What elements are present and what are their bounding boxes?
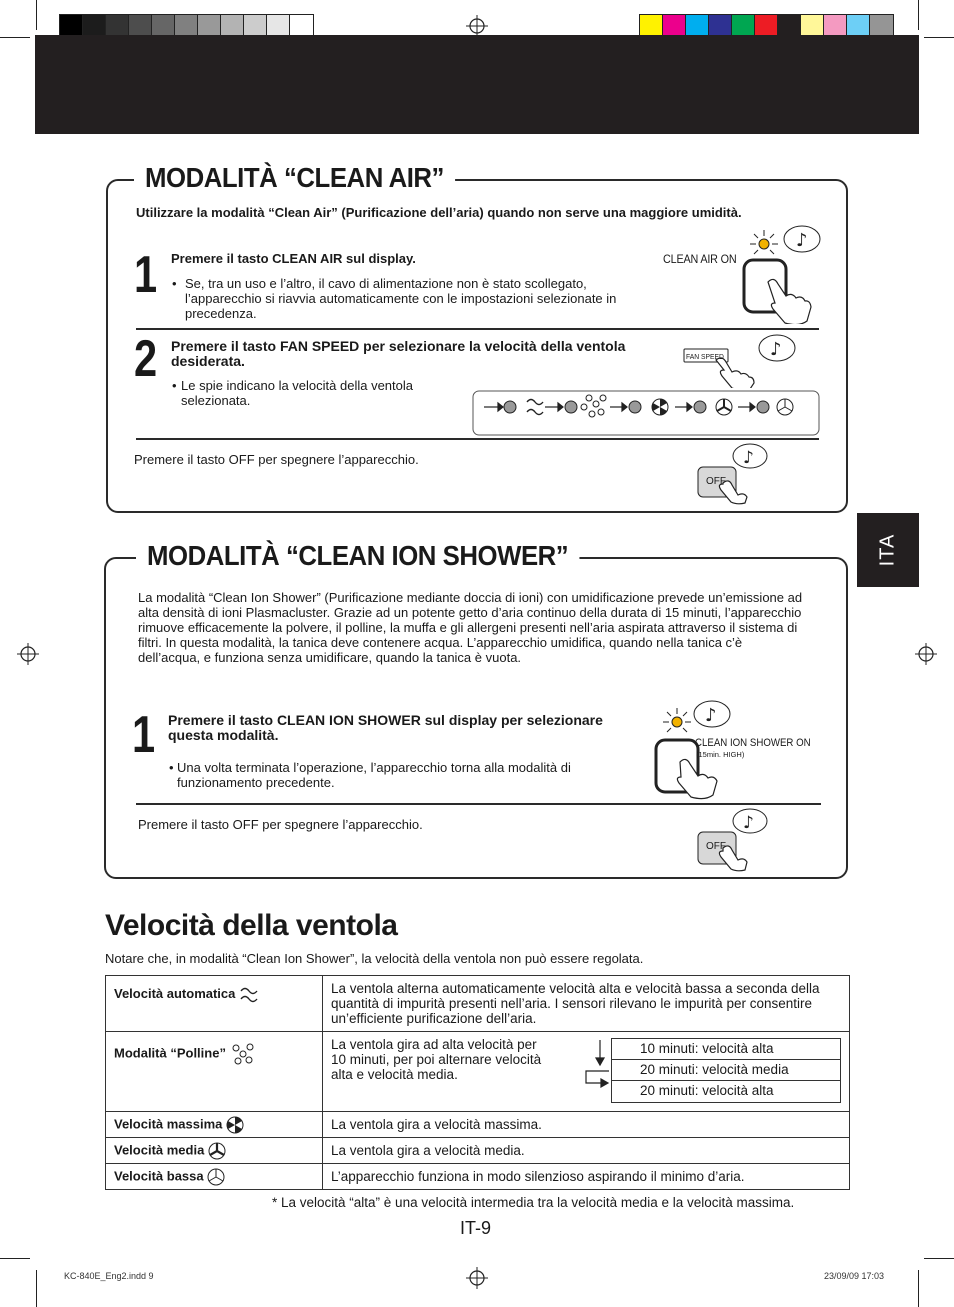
- color-swatch: [801, 15, 824, 36]
- speed-label: Velocità media: [114, 1142, 205, 1158]
- step-number: 1: [132, 706, 156, 764]
- clean-air-off-text: Premere il tasto OFF per spegnere l’apparecchio.: [134, 452, 419, 467]
- clean-air-step1-note: Se, tra un uso e l’altro, il cavo di alimentazione non è stato scollegato, l’apparecchio si riavvia automaticamente con le impostazioni selezionate in precedenza.: [185, 276, 617, 321]
- color-swatch: [709, 15, 732, 36]
- speed-label: Velocità bassa: [114, 1168, 204, 1184]
- language-tab: [857, 513, 919, 587]
- crop-mark: [36, 0, 37, 30]
- ion-shower-off-text: Premere il tasto OFF per spegnere l’apparecchio.: [138, 817, 423, 832]
- off-button-label: OFF: [706, 476, 726, 487]
- color-swatch: [686, 15, 709, 36]
- divider: [136, 328, 819, 330]
- crop-mark: [0, 37, 30, 38]
- footer-date: 23/09/09 17:03: [824, 1271, 885, 1281]
- off-button-label: OFF: [706, 841, 726, 852]
- ion-shower-intro: La modalità “Clean Ion Shower” (Purificazione mediante doccia di ioni) con umidificazione prevede un’emissione ad alta densità di ioni Plasmacluster. Grazie ad un potente getto d’aria continuo della durata di 15 minuti, l’apparecchio rimuove efficacemente la polvere, il polline, la muffa e gli allergeni presenti nell’aria aspirata attraverso il sistema di filtri. In questa modalità, la tanica deve contenere acqua. L’apparecchio umidifica, quando nella tanica c’è dell’acqua, e funziona senza umidificare, quando la tanica è vuota.: [138, 590, 803, 665]
- color-swatch: [244, 15, 267, 36]
- color-swatch: [663, 15, 686, 36]
- speed-label: Velocità automatica: [114, 986, 236, 1001]
- footnote: * La velocità “alta” è una velocità intermedia tra la velocità media e la velocità massima.: [272, 1195, 795, 1210]
- timeline-step: 20 minuti: velocità alta: [640, 1083, 774, 1098]
- language-tab-label: ITA: [876, 533, 899, 567]
- clean-air-step1-heading: Premere il tasto CLEAN AIR sul display.: [171, 251, 416, 266]
- color-swatch: [83, 15, 106, 36]
- divider: [136, 438, 819, 440]
- color-swatch: [106, 15, 129, 36]
- svg-text:♪: ♪: [705, 705, 717, 726]
- color-swatch: [778, 15, 801, 36]
- speed-label: Modalità “Polline”: [114, 1045, 226, 1061]
- crop-mark: [924, 37, 954, 38]
- crop-mark: [918, 0, 919, 30]
- speed-desc-cell: La ventola alterna automaticamente velocità alta e velocità bassa a seconda della quantità di impurità presenti nell’aria. I sensori rilevano le impurità per consentire un’efficiente purificazione dell’aria.: [323, 976, 850, 1032]
- fan-speed-title: Velocità della ventola: [105, 909, 398, 942]
- color-swatch: [732, 15, 755, 36]
- step-number: 1: [134, 246, 158, 304]
- speed-label: Velocità massima: [114, 1116, 223, 1132]
- svg-text:♪: ♪: [743, 448, 754, 468]
- color-swatch: [755, 15, 778, 36]
- crop-mark: [918, 1270, 919, 1307]
- crop-mark: [36, 1270, 37, 1307]
- svg-text:♪: ♪: [743, 813, 754, 833]
- color-swatch: [129, 15, 152, 36]
- timeline-step: 10 minuti: velocità alta: [612, 1039, 840, 1060]
- registration-mark-icon: [466, 15, 488, 37]
- table-row: [106, 1138, 850, 1164]
- clean-ion-shower-sub-label: (15min. HIGH): [696, 750, 745, 759]
- color-swatch: [152, 15, 175, 36]
- footer-file: KC-840E_Eng2.indd 9: [64, 1271, 154, 1281]
- fan-speed-indicator-strip: [472, 390, 820, 436]
- color-swatch: [221, 15, 244, 36]
- table-row: [106, 976, 850, 1032]
- bullet: •: [172, 276, 177, 291]
- clean-air-button-illustration: [660, 224, 830, 324]
- step-number: 2: [134, 330, 158, 388]
- crop-mark: [924, 1258, 954, 1259]
- svg-text:♪: ♪: [796, 230, 808, 251]
- clean-ion-shower-on-label: CLEAN ION SHOWER ON: [695, 737, 811, 749]
- low-icon: [207, 1168, 225, 1186]
- ion-shower-step1-note: Una volta terminata l’operazione, l’apparecchio torna alla modalità di funzionamento precedente.: [177, 760, 571, 790]
- cmyk-color-bar: [639, 14, 894, 37]
- speed-label-cell: [106, 1032, 323, 1112]
- registration-mark-icon: [17, 643, 39, 665]
- color-swatch: [847, 15, 870, 36]
- speed-desc: La ventola gira ad alta velocità per 10 minuti, per poi alternare velocità alta e velocità media.: [331, 1037, 542, 1082]
- crop-mark: [0, 1258, 30, 1259]
- auto-icon: [239, 987, 259, 1003]
- color-swatch: [60, 15, 83, 36]
- med-icon: [208, 1142, 226, 1160]
- bullet: •: [172, 378, 177, 393]
- table-row: [106, 1112, 850, 1138]
- ion-shower-step1-heading: Premere il tasto CLEAN ION SHOWER sul display per selezionare questa modalità.: [168, 712, 603, 743]
- max-icon: [226, 1116, 244, 1134]
- ion-shower-title: MODALITÀ “CLEAN ION SHOWER”: [136, 540, 579, 572]
- clean-air-step2-note: Le spie indicano la velocità della ventola selezionata.: [181, 378, 413, 408]
- divider: [136, 803, 821, 805]
- fan-speed-note: Notare che, in modalità “Clean Ion Shower”, la velocità della ventola non può essere regolata.: [105, 951, 644, 966]
- fan-speed-label: FAN SPEED: [686, 352, 724, 361]
- bullet: •: [169, 760, 174, 775]
- speed-desc-cell: L’apparecchio funziona in modo silenzioso aspirando il minimo d’aria.: [323, 1164, 850, 1190]
- pollen-icon: [230, 1042, 256, 1066]
- clean-air-title: MODALITÀ “CLEAN AIR”: [134, 162, 455, 194]
- clean-air-step2-heading: Premere il tasto FAN SPEED per selezionare la velocità della ventola desiderata.: [171, 338, 626, 369]
- registration-mark-icon: [915, 643, 937, 665]
- color-swatch: [267, 15, 290, 36]
- color-swatch: [640, 15, 663, 36]
- registration-mark-icon: [466, 1267, 488, 1289]
- speed-label-cell: [106, 976, 323, 1032]
- timeline-arrows-icon: [583, 1040, 613, 1090]
- speed-desc-cell: La ventola gira a velocità media.: [323, 1138, 850, 1164]
- clean-air-intro: Utilizzare la modalità “Clean Air” (Purificazione dell’aria) quando non serve una maggiore umidità.: [136, 205, 742, 220]
- timeline-step: 20 minuti: velocità media: [612, 1060, 840, 1081]
- speed-label-cell: [106, 1112, 323, 1138]
- color-swatch: [824, 15, 847, 36]
- speed-label-cell: [106, 1138, 323, 1164]
- color-swatch: [870, 15, 893, 36]
- speed-label-cell: [106, 1164, 323, 1190]
- page-number: IT-9: [460, 1218, 492, 1238]
- pollen-timeline: [611, 1038, 841, 1103]
- speed-desc-cell: La ventola gira a velocità massima.: [323, 1112, 850, 1138]
- gray-color-bar: [59, 14, 314, 37]
- clean-air-on-label: CLEAN AIR ON: [663, 252, 737, 266]
- color-swatch: [175, 15, 198, 36]
- color-swatch: [198, 15, 221, 36]
- header-band: [35, 35, 919, 134]
- color-swatch: [290, 15, 313, 36]
- table-row: [106, 1164, 850, 1190]
- svg-text:♪: ♪: [770, 339, 782, 360]
